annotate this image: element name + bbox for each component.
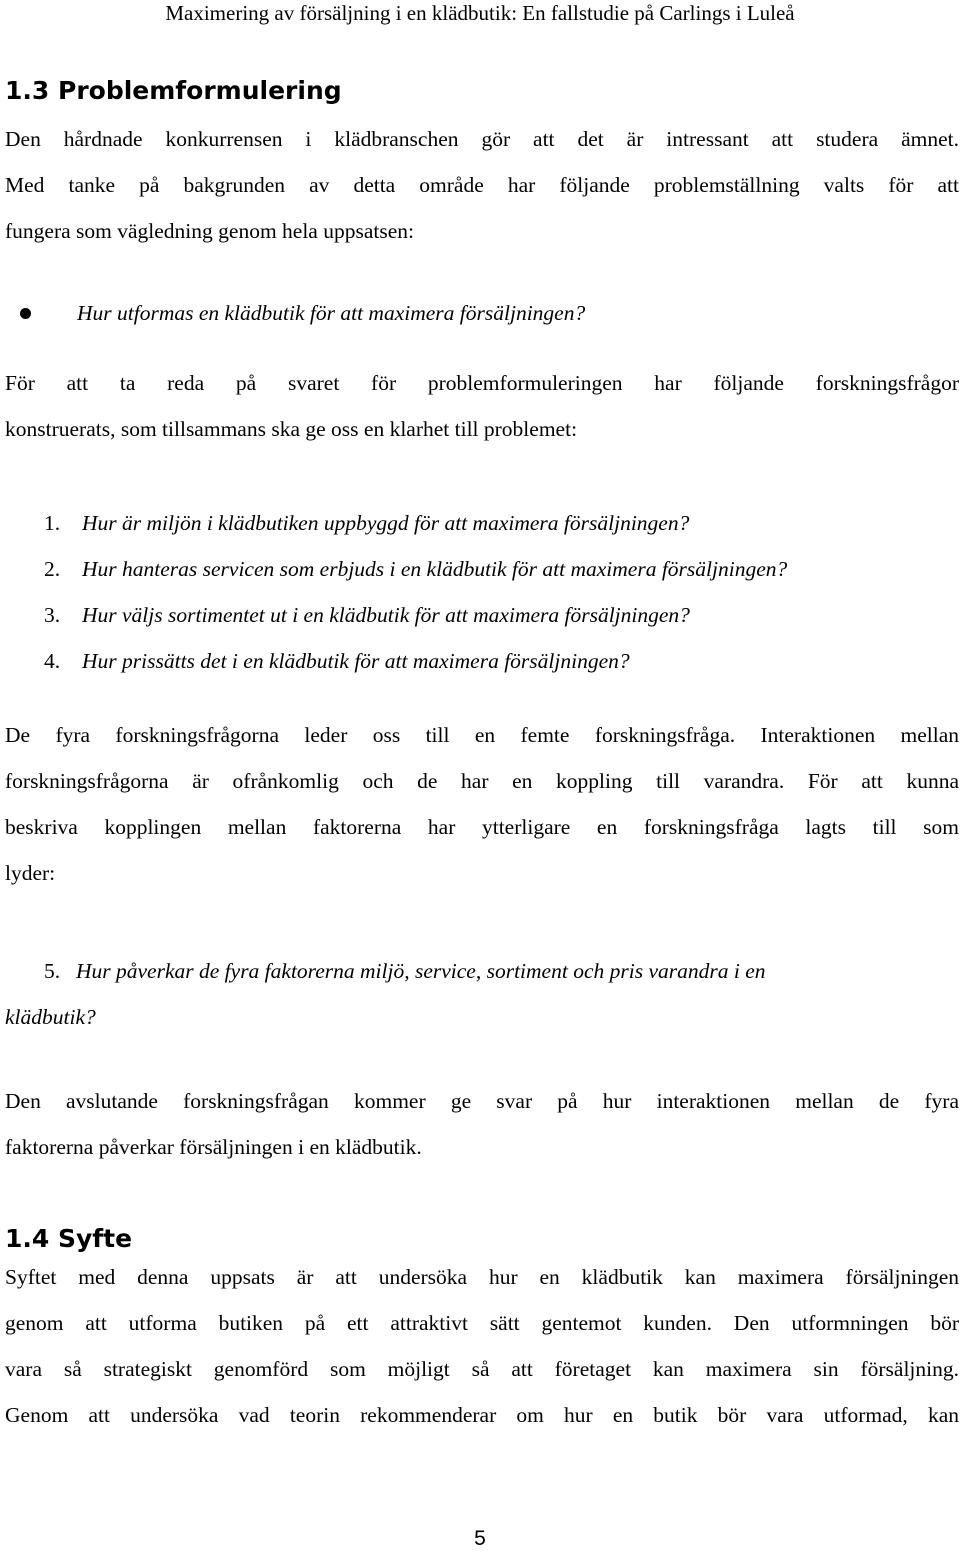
list-item-text: Hur prissätts det i en klädbutik för att maximera försäljningen? <box>82 649 630 673</box>
intro-paragraph <box>5 116 959 254</box>
research-intro-paragraph <box>5 360 959 452</box>
section-heading-problemformulering: 1.3 Problemformulering <box>5 76 342 105</box>
bullet-icon <box>20 308 31 319</box>
running-header: Maximering av försäljning i en klädbutik: En fallstudie på Carlings i Luleå <box>165 1 795 25</box>
text-line: konstruerats, som tillsammans ska ge oss en klarhet till problemet: <box>5 417 578 441</box>
fifth-research-question <box>5 948 766 1040</box>
closing-paragraph <box>5 1078 959 1170</box>
text-line: lyder: <box>5 861 56 885</box>
list-item-text: Hur är miljön i klädbutiken uppbyggd för att maximera försäljningen? <box>82 511 690 535</box>
fifth-question-text: Hur påverkar de fyra faktorerna miljö, service, sortiment och pris varandra i en <box>76 959 766 983</box>
list-item <box>44 638 787 684</box>
list-item <box>44 592 787 638</box>
text-line: vara så strategiskt genomförd som möjligt så att företaget kan maximera sin försäljning. <box>5 1357 959 1381</box>
section-heading-syfte: 1.4 Syfte <box>5 1224 133 1253</box>
text-line: Genom att undersöka vad teorin rekommenderar om hur en butik bör vara utformad, kan <box>5 1403 959 1427</box>
list-item-number: 3. <box>44 603 61 627</box>
text-line: Den avslutande forskningsfrågan kommer ge svar på hur interaktionen mellan de fyra <box>5 1089 959 1113</box>
list-item-text: Hur väljs sortimentet ut i en klädbutik för att maximera försäljningen? <box>82 603 690 627</box>
text-line: beskriva kopplingen mellan faktorerna har ytterligare en forskningsfråga lagts till som <box>5 815 959 839</box>
list-item-number: 4. <box>44 649 61 673</box>
text-line: Syftet med denna uppsats är att undersöka hur en klädbutik kan maximera försäljningen <box>5 1265 959 1289</box>
syfte-paragraph <box>5 1254 959 1438</box>
text-line: fungera som vägledning genom hela uppsatsen: <box>5 219 414 243</box>
list-item <box>44 500 787 546</box>
list-item-text: Hur hanteras servicen som erbjuds i en klädbutik för att maximera försäljningen? <box>82 557 788 581</box>
text-line: De fyra forskningsfrågorna leder oss till en femte forskningsfråga. Interaktionen mellan <box>5 723 959 747</box>
text-line: genom att utforma butiken på ett attraktivt sätt gentemot kunden. Den utformningen bör <box>5 1311 959 1335</box>
text-line: För att ta reda på svaret för problemformuleringen har följande forskningsfrågor <box>5 371 959 395</box>
text-line: Den hårdnade konkurrensen i klädbranschen gör att det är intressant att studera ämnet. <box>5 127 959 151</box>
text-line: Med tanke på bakgrunden av detta område har följande problemställning valts för att <box>5 173 959 197</box>
fifth-question-text-continued: klädbutik? <box>5 1005 96 1029</box>
research-questions-list <box>44 500 787 684</box>
page-number: 5 <box>474 1527 486 1550</box>
main-question-text: Hur utformas en klädbutik för att maximera försäljningen? <box>77 301 586 325</box>
text-line: forskningsfrågorna är ofrånkomlig och de har en koppling till varandra. För att kunna <box>5 769 959 793</box>
list-item-number: 5. <box>44 959 61 983</box>
text-line: faktorerna påverkar försäljningen i en klädbutik. <box>5 1135 422 1159</box>
list-item <box>44 546 787 592</box>
list-item-number: 1. <box>44 511 61 535</box>
list-item-number: 2. <box>44 557 61 581</box>
fifth-question-intro-paragraph <box>5 712 959 896</box>
main-question-bullet <box>20 296 585 330</box>
